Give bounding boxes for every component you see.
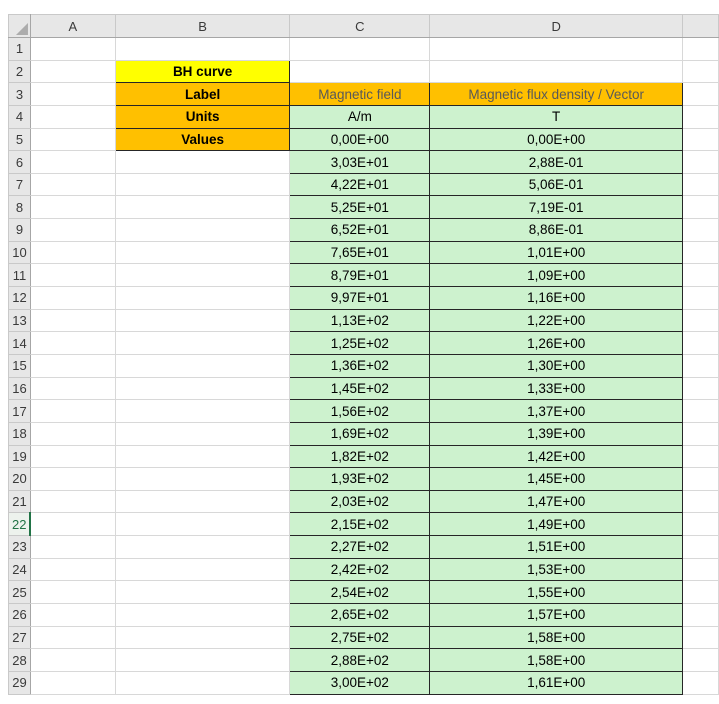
sheet-row-29 bbox=[9, 671, 719, 694]
cell-B15[interactable] bbox=[115, 354, 290, 377]
cell-B6[interactable] bbox=[115, 151, 290, 174]
cell-E27[interactable] bbox=[683, 626, 719, 649]
sheet-row-11 bbox=[9, 264, 719, 287]
cell-E8[interactable] bbox=[683, 196, 719, 219]
cell-A17[interactable] bbox=[30, 400, 115, 423]
cell-C19[interactable]: 1,82E+02 bbox=[290, 445, 430, 468]
spreadsheet bbox=[8, 14, 719, 695]
cell-A14[interactable] bbox=[30, 332, 115, 355]
sheet-row-7 bbox=[9, 173, 719, 196]
row-header-28[interactable]: 28 bbox=[9, 649, 31, 672]
cell-B23[interactable] bbox=[115, 536, 290, 559]
cell-C6[interactable]: 3,03E+01 bbox=[290, 151, 430, 174]
cell-D12[interactable]: 1,16E+00 bbox=[430, 287, 683, 310]
cell-B14[interactable] bbox=[115, 332, 290, 355]
cell-C1[interactable] bbox=[290, 38, 430, 61]
cell-D2[interactable] bbox=[430, 60, 683, 83]
cell-E7[interactable] bbox=[683, 173, 719, 196]
cell-C26[interactable]: 2,65E+02 bbox=[290, 604, 430, 627]
cell-E13[interactable] bbox=[683, 309, 719, 332]
cell-A26[interactable] bbox=[30, 604, 115, 627]
cell-D13[interactable]: 1,22E+00 bbox=[430, 309, 683, 332]
cell-E23[interactable] bbox=[683, 536, 719, 559]
cell-B21[interactable] bbox=[115, 490, 290, 513]
cell-B4[interactable]: Units bbox=[115, 105, 290, 128]
cell-C11[interactable]: 8,79E+01 bbox=[290, 264, 430, 287]
cell-B29[interactable] bbox=[115, 671, 290, 694]
sheet-row-26 bbox=[9, 604, 719, 627]
cell-C25[interactable]: 2,54E+02 bbox=[290, 581, 430, 604]
col-header-A[interactable]: A bbox=[30, 15, 115, 38]
cell-E20[interactable] bbox=[683, 468, 719, 491]
cell-E9[interactable] bbox=[683, 219, 719, 242]
sheet-row-21 bbox=[9, 490, 719, 513]
cell-E28[interactable] bbox=[683, 649, 719, 672]
cell-B19[interactable] bbox=[115, 445, 290, 468]
cell-A13[interactable] bbox=[30, 309, 115, 332]
cell-B10[interactable] bbox=[115, 241, 290, 264]
cell-E12[interactable] bbox=[683, 287, 719, 310]
select-all-triangle-icon bbox=[16, 23, 28, 35]
cell-B18[interactable] bbox=[115, 422, 290, 445]
cell-E4[interactable] bbox=[683, 105, 719, 128]
row-header-22[interactable]: 22 bbox=[9, 513, 31, 536]
cell-A22[interactable] bbox=[30, 513, 115, 536]
row-header-7[interactable]: 7 bbox=[9, 173, 31, 196]
cell-D19[interactable]: 1,42E+00 bbox=[430, 445, 683, 468]
row-header-27[interactable]: 27 bbox=[9, 626, 31, 649]
cell-C17[interactable]: 1,56E+02 bbox=[290, 400, 430, 423]
sheet-row-13 bbox=[9, 309, 719, 332]
cell-D15[interactable]: 1,30E+00 bbox=[430, 354, 683, 377]
sheet-row-4 bbox=[9, 105, 719, 128]
sheet-row-9 bbox=[9, 219, 719, 242]
cell-A2[interactable] bbox=[30, 60, 115, 83]
cell-C22[interactable]: 2,15E+02 bbox=[290, 513, 430, 536]
cell-C23[interactable]: 2,27E+02 bbox=[290, 536, 430, 559]
cell-D28[interactable]: 1,58E+00 bbox=[430, 649, 683, 672]
col-header-B[interactable]: B bbox=[115, 15, 290, 38]
cell-A8[interactable] bbox=[30, 196, 115, 219]
cell-D18[interactable]: 1,39E+00 bbox=[430, 422, 683, 445]
cell-A10[interactable] bbox=[30, 241, 115, 264]
col-header-partial[interactable] bbox=[683, 15, 719, 38]
cell-B22[interactable] bbox=[115, 513, 290, 536]
cell-D11[interactable]: 1,09E+00 bbox=[430, 264, 683, 287]
row-header-10[interactable]: 10 bbox=[9, 241, 31, 264]
cell-D7[interactable]: 5,06E-01 bbox=[430, 173, 683, 196]
cell-E22[interactable] bbox=[683, 513, 719, 536]
row-header-1[interactable]: 1 bbox=[9, 38, 31, 61]
cell-A29[interactable] bbox=[30, 671, 115, 694]
cell-E19[interactable] bbox=[683, 445, 719, 468]
row-header-15[interactable]: 15 bbox=[9, 354, 31, 377]
cell-D9[interactable]: 8,86E-01 bbox=[430, 219, 683, 242]
cell-B3[interactable]: Label bbox=[115, 83, 290, 106]
select-all-button[interactable] bbox=[9, 15, 31, 38]
row-header-4[interactable]: 4 bbox=[9, 105, 31, 128]
cell-D10[interactable]: 1,01E+00 bbox=[430, 241, 683, 264]
cell-C29[interactable]: 3,00E+02 bbox=[290, 671, 430, 694]
row-header-24[interactable]: 24 bbox=[9, 558, 31, 581]
sheet-row-12 bbox=[9, 287, 719, 310]
row-header-5[interactable]: 5 bbox=[9, 128, 31, 151]
cell-A25[interactable] bbox=[30, 581, 115, 604]
sheet-row-17 bbox=[9, 400, 719, 423]
cell-B25[interactable] bbox=[115, 581, 290, 604]
cell-B8[interactable] bbox=[115, 196, 290, 219]
cell-A15[interactable] bbox=[30, 354, 115, 377]
row-header-13[interactable]: 13 bbox=[9, 309, 31, 332]
row-header-11[interactable]: 11 bbox=[9, 264, 31, 287]
cell-C21[interactable]: 2,03E+02 bbox=[290, 490, 430, 513]
cell-B27[interactable] bbox=[115, 626, 290, 649]
cell-D1[interactable] bbox=[430, 38, 683, 61]
cell-A28[interactable] bbox=[30, 649, 115, 672]
cell-B2[interactable]: BH curve bbox=[115, 60, 290, 83]
cell-D3[interactable]: Magnetic flux density / Vector bbox=[430, 83, 683, 106]
cell-E24[interactable] bbox=[683, 558, 719, 581]
cell-A18[interactable] bbox=[30, 422, 115, 445]
cell-E25[interactable] bbox=[683, 581, 719, 604]
spreadsheet-grid bbox=[8, 14, 719, 695]
cell-E26[interactable] bbox=[683, 604, 719, 627]
cell-A7[interactable] bbox=[30, 173, 115, 196]
cell-A20[interactable] bbox=[30, 468, 115, 491]
cell-A11[interactable] bbox=[30, 264, 115, 287]
row-header-14[interactable]: 14 bbox=[9, 332, 31, 355]
cell-A19[interactable] bbox=[30, 445, 115, 468]
cell-C27[interactable]: 2,75E+02 bbox=[290, 626, 430, 649]
cell-D20[interactable]: 1,45E+00 bbox=[430, 468, 683, 491]
sheet-row-27 bbox=[9, 626, 719, 649]
cell-E5[interactable] bbox=[683, 128, 719, 151]
cell-B28[interactable] bbox=[115, 649, 290, 672]
cell-D8[interactable]: 7,19E-01 bbox=[430, 196, 683, 219]
cell-C8[interactable]: 5,25E+01 bbox=[290, 196, 430, 219]
row-header-2[interactable]: 2 bbox=[9, 60, 31, 83]
cell-D22[interactable]: 1,49E+00 bbox=[430, 513, 683, 536]
cell-E17[interactable] bbox=[683, 400, 719, 423]
row-header-26[interactable]: 26 bbox=[9, 604, 31, 627]
cell-A21[interactable] bbox=[30, 490, 115, 513]
cell-E11[interactable] bbox=[683, 264, 719, 287]
cell-B1[interactable] bbox=[115, 38, 290, 61]
cell-D14[interactable]: 1,26E+00 bbox=[430, 332, 683, 355]
cell-A9[interactable] bbox=[30, 219, 115, 242]
row-header-19[interactable]: 19 bbox=[9, 445, 31, 468]
cell-A3[interactable] bbox=[30, 83, 115, 106]
cell-C18[interactable]: 1,69E+02 bbox=[290, 422, 430, 445]
cell-E1[interactable] bbox=[683, 38, 719, 61]
cell-D21[interactable]: 1,47E+00 bbox=[430, 490, 683, 513]
cell-A1[interactable] bbox=[30, 38, 115, 61]
cell-D17[interactable]: 1,37E+00 bbox=[430, 400, 683, 423]
row-header-21[interactable]: 21 bbox=[9, 490, 31, 513]
cell-B12[interactable] bbox=[115, 287, 290, 310]
cell-C20[interactable]: 1,93E+02 bbox=[290, 468, 430, 491]
cell-C24[interactable]: 2,42E+02 bbox=[290, 558, 430, 581]
cell-B17[interactable] bbox=[115, 400, 290, 423]
sheet-row-2 bbox=[9, 60, 719, 83]
row-header-23[interactable]: 23 bbox=[9, 536, 31, 559]
sheet-row-28 bbox=[9, 649, 719, 672]
row-header-25[interactable]: 25 bbox=[9, 581, 31, 604]
sheet-row-19 bbox=[9, 445, 719, 468]
cell-A23[interactable] bbox=[30, 536, 115, 559]
sheet-row-20 bbox=[9, 468, 719, 491]
sheet-row-6 bbox=[9, 151, 719, 174]
cell-A27[interactable] bbox=[30, 626, 115, 649]
row-header-12[interactable]: 12 bbox=[9, 287, 31, 310]
sheet-row-10 bbox=[9, 241, 719, 264]
sheet-row-5 bbox=[9, 128, 719, 151]
cell-C16[interactable]: 1,45E+02 bbox=[290, 377, 430, 400]
row-header-18[interactable]: 18 bbox=[9, 422, 31, 445]
col-header-D[interactable]: D bbox=[430, 15, 683, 38]
cell-D4[interactable]: T bbox=[430, 105, 683, 128]
cell-D27[interactable]: 1,58E+00 bbox=[430, 626, 683, 649]
cell-C28[interactable]: 2,88E+02 bbox=[290, 649, 430, 672]
cell-D16[interactable]: 1,33E+00 bbox=[430, 377, 683, 400]
row-header-17[interactable]: 17 bbox=[9, 400, 31, 423]
col-header-C[interactable]: C bbox=[290, 15, 430, 38]
cell-B16[interactable] bbox=[115, 377, 290, 400]
row-header-3[interactable]: 3 bbox=[9, 83, 31, 106]
cell-C15[interactable]: 1,36E+02 bbox=[290, 354, 430, 377]
cell-B11[interactable] bbox=[115, 264, 290, 287]
cell-B24[interactable] bbox=[115, 558, 290, 581]
cell-B26[interactable] bbox=[115, 604, 290, 627]
cell-C10[interactable]: 7,65E+01 bbox=[290, 241, 430, 264]
row-header-29[interactable]: 29 bbox=[9, 671, 31, 694]
cell-E10[interactable] bbox=[683, 241, 719, 264]
cell-D23[interactable]: 1,51E+00 bbox=[430, 536, 683, 559]
cell-C9[interactable]: 6,52E+01 bbox=[290, 219, 430, 242]
row-header-8[interactable]: 8 bbox=[9, 196, 31, 219]
cell-E6[interactable] bbox=[683, 151, 719, 174]
sheet-row-1 bbox=[9, 38, 719, 61]
cell-C4[interactable]: A/m bbox=[290, 105, 430, 128]
sheet-row-22 bbox=[9, 513, 719, 536]
cell-E16[interactable] bbox=[683, 377, 719, 400]
sheet-row-14 bbox=[9, 332, 719, 355]
cell-A4[interactable] bbox=[30, 105, 115, 128]
cell-C5[interactable]: 0,00E+00 bbox=[290, 128, 430, 151]
cell-B7[interactable] bbox=[115, 173, 290, 196]
cell-D6[interactable]: 2,88E-01 bbox=[430, 151, 683, 174]
sheet-row-3 bbox=[9, 83, 719, 106]
cell-C12[interactable]: 9,97E+01 bbox=[290, 287, 430, 310]
cell-C3[interactable]: Magnetic field bbox=[290, 83, 430, 106]
cell-C2[interactable] bbox=[290, 60, 430, 83]
column-header-row bbox=[9, 15, 719, 38]
sheet-row-25 bbox=[9, 581, 719, 604]
cell-B5[interactable]: Values bbox=[115, 128, 290, 151]
cell-A6[interactable] bbox=[30, 151, 115, 174]
cell-E15[interactable] bbox=[683, 354, 719, 377]
row-header-16[interactable]: 16 bbox=[9, 377, 31, 400]
cell-E2[interactable] bbox=[683, 60, 719, 83]
cell-A24[interactable] bbox=[30, 558, 115, 581]
row-header-6[interactable]: 6 bbox=[9, 151, 31, 174]
cell-A5[interactable] bbox=[30, 128, 115, 151]
cell-D26[interactable]: 1,57E+00 bbox=[430, 604, 683, 627]
cell-D25[interactable]: 1,55E+00 bbox=[430, 581, 683, 604]
cell-C7[interactable]: 4,22E+01 bbox=[290, 173, 430, 196]
cell-A16[interactable] bbox=[30, 377, 115, 400]
sheet-row-15 bbox=[9, 354, 719, 377]
sheet-row-16 bbox=[9, 377, 719, 400]
cell-E3[interactable] bbox=[683, 83, 719, 106]
cell-C14[interactable]: 1,25E+02 bbox=[290, 332, 430, 355]
sheet-row-23 bbox=[9, 536, 719, 559]
sheet-row-24 bbox=[9, 558, 719, 581]
cell-E18[interactable] bbox=[683, 422, 719, 445]
cell-B13[interactable] bbox=[115, 309, 290, 332]
cell-A12[interactable] bbox=[30, 287, 115, 310]
sheet-row-8 bbox=[9, 196, 719, 219]
cell-B9[interactable] bbox=[115, 219, 290, 242]
cell-C13[interactable]: 1,13E+02 bbox=[290, 309, 430, 332]
cell-E21[interactable] bbox=[683, 490, 719, 513]
row-header-20[interactable]: 20 bbox=[9, 468, 31, 491]
cell-D29[interactable]: 1,61E+00 bbox=[430, 671, 683, 694]
cell-E29[interactable] bbox=[683, 671, 719, 694]
cell-D24[interactable]: 1,53E+00 bbox=[430, 558, 683, 581]
row-header-9[interactable]: 9 bbox=[9, 219, 31, 242]
sheet-row-18 bbox=[9, 422, 719, 445]
cell-D5[interactable]: 0,00E+00 bbox=[430, 128, 683, 151]
cell-B20[interactable] bbox=[115, 468, 290, 491]
cell-E14[interactable] bbox=[683, 332, 719, 355]
